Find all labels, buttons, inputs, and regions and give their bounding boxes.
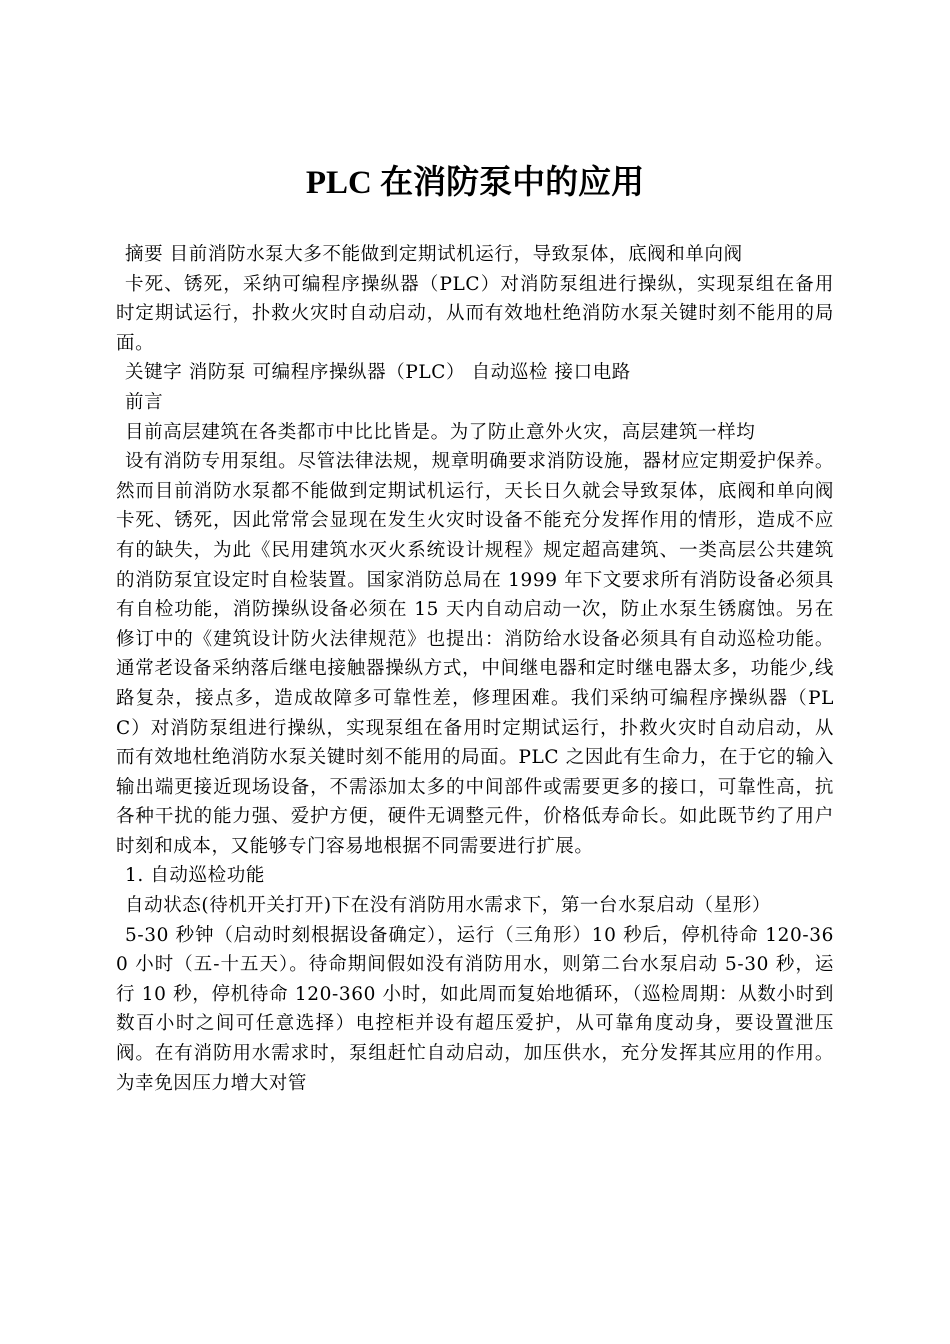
section-heading-auto-inspection: 1. 自动巡检功能 [125,865,265,887]
body-paragraph: 5-30 秒钟（启动时刻根据设备确定），运行（三角形）10 秒后，停机待命 120-360 小时（五-十五天）。待命期间假如没有消防用水，则第二台水泵启动 5-30 秒，运行 10 秒，停机待命 120-360 小时，如此周而复始地循环，（巡检周期：从数小时到数百小时之间可任意选择）电控柜并设有超压爱护，从可靠角度动身，要设置泄压阀。在有消防用水需求时，泵组赶忙自动启动，加压供水，充分发挥其应用的作用。为幸免因压力增大对管 [116,924,834,1094]
abstract-paragraph: 摘要 目前消防水泵大多不能做到定期试机运行，导致泵体，底阀和单向阀 [125,244,743,265]
abstract-continuation-paragraph: 卡死、锈死，采纳可编程序操纵器（PLC）对消防泵组进行操纵，实现泵组在备用时定期试运行，扑救火灾时自动启动，从而有效地杜绝消防水泵关键时刻不能用的局面。 [116,273,834,354]
document-body [116,240,834,1098]
document-title: PLC 在消防泵中的应用 [305,165,645,201]
keywords-paragraph: 关键字 消防泵 可编程序操纵器（PLC） 自动巡检 接口电路 [125,362,631,384]
body-paragraph: 设有消防专用泵组。尽管法律法规，规章明确要求消防设施，器材应定期爱护保养。然而目前消防水泵都不能做到定期试机运行，天长日久就会导致泵体，底阀和单向阀卡死、锈死，因此常常会显现在发生火灾时设备不能充分发挥作用的情形，造成不应有的缺失，为此《民用建筑水灭火系统设计规程》规定超高建筑、一类高层公共建筑的消防泵宜设定时自检装置。国家消防总局在 1999 年下文要求所有消防设备必须具有自检功能，消防操纵设备必须在 15 天内自动启动一次，防止水泵生锈腐蚀。另在修订中的《建筑设计防火法律规范》也提出：消防给水设备必须具有自动巡检功能。通常老设备采纳落后继电接触器操纵方式，中间继电器和定时继电器太多，功能少,线路复杂，接点多，造成故障多可靠性差，修理困难。我们采纳可编程序操纵器（PLC）对消防泵组进行操纵，实现泵组在备用时定期试运行，扑救火灾时自动启动，从而有效地杜绝消防水泵关键时刻不能用的局面。PLC 之因此有生命力，在于它的输入输出端更接近现场设备，不需添加太多的中间部件或需要更多的接口，可靠性高，抗各种干扰的能力强、爱护方便，硬件无调整元件，价格低寿命长。如此既节约了用户时刻和成本，又能够专门容易地根据不同需要进行扩展。 [116,451,834,857]
section-heading-preface: 前言 [125,391,164,413]
body-paragraph: 目前高层建筑在各类都市中比比皆是。为了防止意外火灾，高层建筑一样均 [125,421,756,443]
body-paragraph: 自动状态(待机开关打开)下在没有消防用水需求下，第一台水泵启动（星形） [125,895,771,917]
